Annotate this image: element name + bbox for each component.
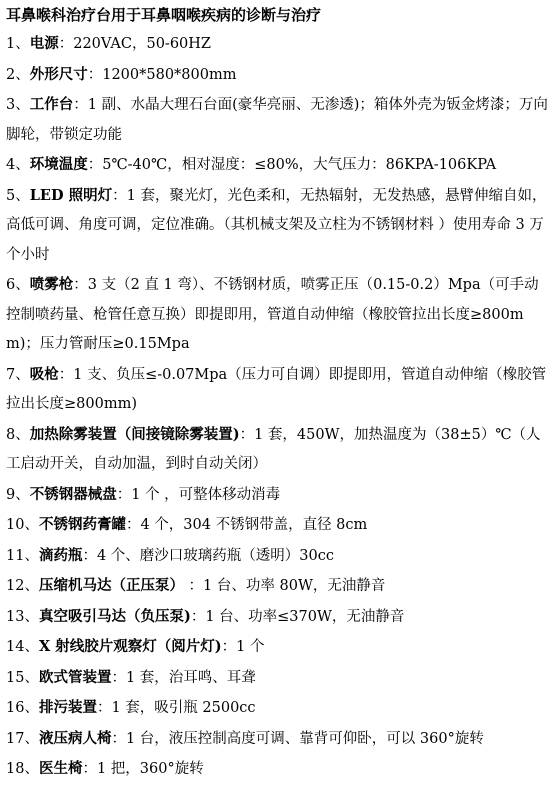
spec-item-label: 压缩机马达（正压泵） (38, 577, 184, 594)
spec-item (6, 181, 551, 271)
spec-item-text: ：1 个 (221, 639, 265, 655)
spec-item-text: ：1 台，液压控制高度可调、靠背可仰卧，可以 360°旋转 (111, 730, 484, 747)
spec-item-text: ：1 台、功率 80W，无油静音 (183, 578, 386, 594)
spec-item-text: ：220VAC，50-60HZ (58, 36, 211, 52)
spec-item-text: ：1 副、水晶大理石台面(豪华亮丽、无渗透)；箱体外壳为钣金烤漆；万向脚轮，带锁定功能 (6, 97, 548, 143)
spec-item-text: ：1 套，聚光灯，光色柔和，无热辐射，无发热感，悬臂伸缩自如，高低可调、角度可调，定位准确。（其机械支架及立柱为不锈钢材料 ）使用寿命 3 万个小时 (6, 187, 547, 263)
spec-item (6, 270, 551, 360)
spec-item-number: 18、 (6, 761, 39, 777)
spec-item (6, 541, 551, 572)
spec-item-number: 1、 (6, 36, 30, 52)
spec-item-text: ：1 个 ，可整体移动消毒 (116, 486, 281, 503)
spec-item (6, 90, 551, 150)
spec-item-label: 外形尺寸 (29, 65, 88, 83)
spec-item-number: 7、 (6, 366, 30, 383)
spec-item-text: ：3 支（2 直 1 弯）、不锈钢材质，喷雾正压（0.15-0.2）Mpa（可手动控制喷药量、枪管任意互换）即提即用，管道自动伸缩（橡胶管拉出长度≥800mm)；压力管耐压≥0.15Mpa (6, 277, 539, 352)
spec-item (6, 480, 551, 511)
spec-item-label: 吸枪 (29, 365, 59, 383)
spec-item-number: 9、 (6, 486, 30, 503)
spec-list (6, 29, 551, 785)
spec-item-number: 13、 (6, 608, 39, 625)
spec-item-number: 14、 (6, 639, 39, 655)
spec-item-number: 8、 (6, 426, 30, 443)
spec-item (6, 60, 551, 91)
spec-item-text: ：1 套，吸引瓶 2500cc (96, 700, 256, 716)
spec-item (6, 420, 551, 480)
spec-item-number: 15、 (6, 669, 39, 686)
spec-item-label: LED 照明灯 (29, 186, 113, 204)
spec-item-label: 真空吸引马达（负压泵) (38, 607, 191, 625)
spec-item-text: ：1 把，360°旋转 (82, 761, 204, 777)
spec-item-label: 液压病人椅 (38, 729, 112, 747)
spec-item-label: 欧式管装置 (38, 668, 112, 686)
spec-item-text: ：1 台、功率≤370W，无油静音 (190, 608, 405, 625)
spec-item-label: 不锈钢器械盘 (29, 485, 117, 503)
spec-item (6, 602, 551, 633)
spec-item-label: 医生椅 (38, 760, 83, 777)
spec-item (6, 693, 551, 724)
spec-item (6, 663, 551, 694)
spec-item-number: 5、 (6, 187, 30, 204)
spec-item-number: 12、 (6, 578, 39, 594)
spec-item-number: 11、 (6, 547, 39, 564)
spec-item-label: 环境温度 (29, 156, 88, 173)
spec-item-number: 2、 (6, 66, 30, 83)
spec-item-number: 6、 (6, 277, 30, 293)
spec-item-text: ：4 个、磨沙口玻璃药瓶（透明）30cc (82, 547, 334, 564)
spec-item-text: ：5℃-40℃，相对湿度：≤80%，大气压力：86KPA-106KPA (87, 157, 497, 173)
spec-item-number: 16、 (6, 700, 39, 716)
spec-item (6, 510, 551, 541)
spec-item-label: 电源 (29, 35, 59, 52)
spec-item-label: X 射线胶片观察灯（阅片灯) (38, 638, 222, 655)
spec-item-text: ：1 套，治耳鸣、耳聋 (111, 669, 256, 686)
spec-item (6, 754, 551, 785)
spec-item (6, 360, 551, 420)
spec-item (6, 571, 551, 602)
spec-item-label: 工作台 (29, 96, 74, 113)
spec-item-text: ：1200*580*800mm (87, 66, 237, 83)
spec-item-label: 排污装置 (38, 699, 97, 716)
spec-item (6, 29, 551, 60)
spec-item-text: ：1 套，450W，加热温度为（38±5）℃（人工启动开关，自动加温，到时自动关闭） (6, 426, 541, 472)
document (6, 4, 551, 785)
spec-item-label: 滴药瓶 (38, 546, 83, 564)
spec-item (6, 632, 551, 663)
spec-item (6, 724, 551, 755)
spec-item-number: 10、 (6, 517, 39, 533)
spec-item-label: 喷雾枪 (29, 276, 74, 293)
spec-item-label: 不锈钢药膏罐 (38, 516, 126, 533)
spec-item-text: ：4 个，304 不锈钢带盖，直径 8cm (125, 517, 368, 533)
spec-item-number: 3、 (6, 97, 30, 113)
spec-item-label: 加热除雾装置（间接镜除雾装置) (29, 425, 240, 443)
document-title: 耳鼻喉科治疗台用于耳鼻咽喉疾病的诊断与治疗 (6, 6, 322, 24)
spec-item-number: 17、 (6, 730, 39, 747)
spec-item-number: 4、 (6, 157, 30, 173)
spec-item-text: ：1 支、负压≤-0.07Mpa（压力可自调）即提即用，管道自动伸缩（橡胶管拉出长度≥800mm) (6, 366, 547, 412)
spec-item (6, 150, 551, 181)
